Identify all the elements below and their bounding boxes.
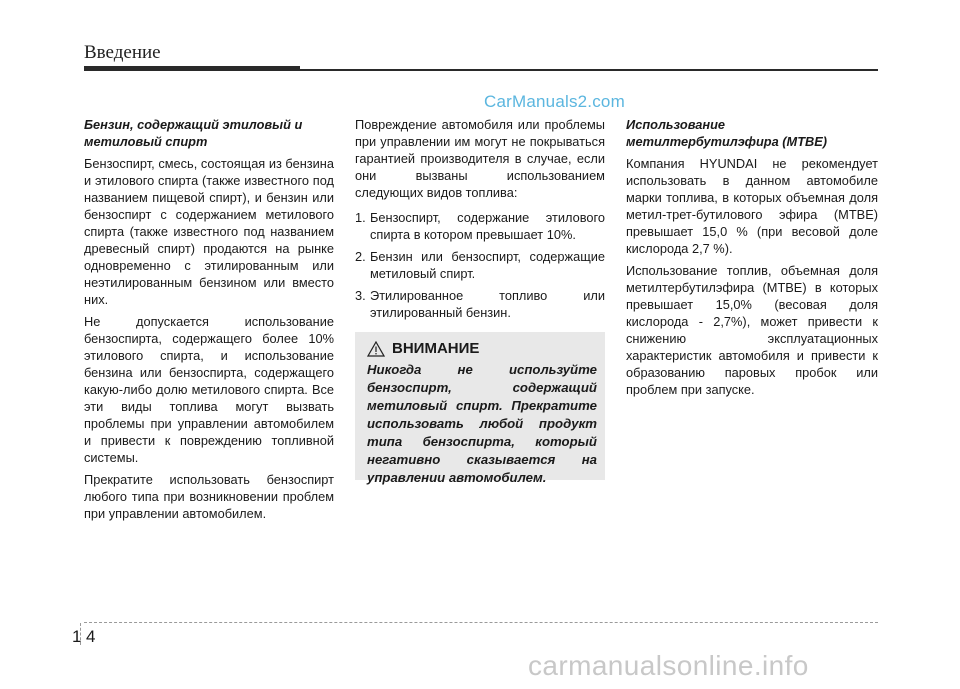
header-rule-thin	[300, 69, 878, 71]
list-number: 2.	[355, 249, 366, 264]
fuel-list	[355, 209, 605, 321]
section-title: Введение	[84, 42, 161, 63]
chapter-number: 1	[72, 627, 82, 646]
column-ethanol-methanol	[84, 116, 334, 527]
paragraph: Прекратите использовать бензоспирт любого типа при возникновении проблем при управлении автомобилем.	[84, 472, 334, 521]
subheading-ethanol-methanol: Бензин, содержащий этиловый и метиловый спирт	[84, 117, 303, 149]
list-number: 3.	[355, 288, 366, 303]
header-rule-thick	[84, 66, 300, 71]
list-text: Этилированное топливо или этилированный бензин.	[370, 288, 605, 320]
page-number: 4	[86, 627, 96, 646]
list-number: 1.	[355, 210, 366, 225]
warning-box	[355, 332, 605, 485]
watermark-top: CarManuals2.com	[484, 92, 625, 111]
subheading-mtbe: Использование метилтербутилэфира (MTBE)	[626, 117, 828, 149]
footer-rule	[84, 622, 878, 623]
paragraph: Бензоспирт, смесь, состоящая из бензина и этилового спирта (также известного под названием пищевой спирт), и бензин или бензоспирт с содержанием метилового спирта (также известного под названием древесный спирт) продаются на рынке одновременно с этилированным или неэтилированным бензином или вместо них.	[84, 156, 334, 307]
column-warranty	[355, 116, 605, 326]
paragraph: Не допускается использование бензоспирта, содержащего более 10% этилового спирта, и использование бензина или бензоспирта, содержащего какую-либо долю метилового спирта. Все эти виды топлива могут вызвать проблемы при управлении автомобилем и привести к повреждению топливной системы.	[84, 314, 334, 465]
list-item	[355, 248, 605, 282]
list-text: Бензин или бензоспирт, содержащие метиловый спирт.	[370, 249, 605, 281]
paragraph: Использование топлив, объемная доля метилтербутилэфира (MTBE) в которых превышает 15,0% (весовая доля кислорода - 2,7%), может привести к снижению эксплуатационных характеристик автомобиля и привести к образованию паровых пробок или проблем при запуске.	[626, 263, 878, 397]
list-item	[355, 287, 605, 321]
warning-title: ВНИМАНИЕ	[392, 340, 480, 357]
column-mtbe	[626, 116, 878, 403]
list-text: Бензоспирт, содержание этилового спирта в котором превышает 10%.	[370, 210, 605, 242]
warning-text: Никогда не используйте бензоспирт, содержащий метиловый спирт. Прекратите использовать любой продукт типа бензоспирта, который негативно сказывается на управлении автомобилем.	[367, 362, 597, 485]
paragraph: Повреждение автомобиля или проблемы при управлении им могут не покрываться гарантией производителя в случае, если они вызваны использованием следующих видов топлива:	[355, 117, 605, 200]
paragraph: Компания HYUNDAI не рекомендует использовать в данном автомобиле марки топлива, в которых объемная доля метил-трет-бутилового эфира (MTBE) превышает 15,0 % (при весовой доле кислорода 2,7 %).	[626, 156, 878, 256]
warning-triangle-icon	[367, 341, 385, 357]
page-number-separator	[80, 623, 81, 645]
warning-header	[367, 340, 597, 357]
list-item	[355, 209, 605, 243]
watermark-bottom: carmanualsonline.info	[528, 650, 809, 681]
